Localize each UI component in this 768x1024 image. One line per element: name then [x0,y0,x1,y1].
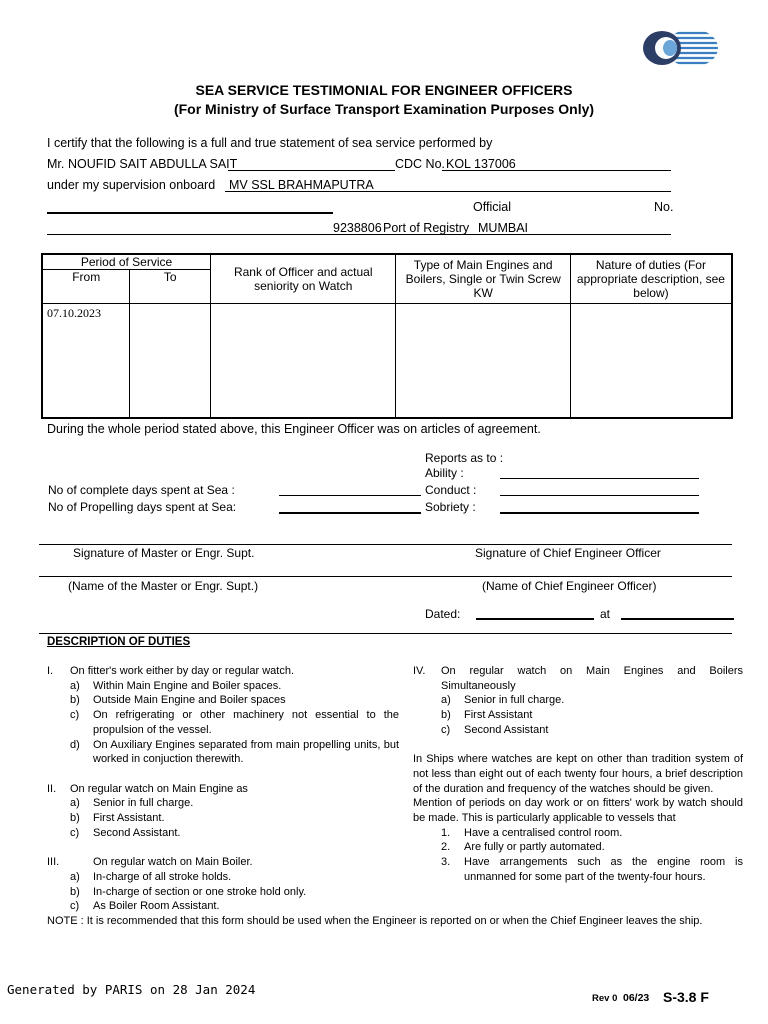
watch-paragraph: In Ships where watches are kept on other than tradition system of not less than eight out of each twenty four hours, a brief description of the duration and frequency of the watches should be given. [413,753,743,795]
list-text: As Boiler Room Assistant. [93,900,220,913]
list-text: Second Assistant. [93,826,181,839]
at-label: at [600,607,611,621]
list-marker: b) [441,709,451,722]
service-table [41,253,733,419]
cdc-label: CDC No. [395,157,446,171]
ability-line [500,478,699,479]
list-text: Second Assistant [464,723,549,736]
sobriety-line [500,512,699,514]
conduct-line [500,495,699,496]
reports-label: Reports as to : [425,451,504,465]
list-item [47,811,399,826]
list-item [413,840,743,855]
list-text: Senior in full charge. [464,694,565,707]
conduct-label: Conduct : [425,483,477,497]
list-marker: b) [70,812,80,825]
periods-paragraph: Mention of periods on day work or on fitters' work by watch should be made. This is particularly applicable to vessels that [413,797,743,825]
list-marker: 2. [441,841,451,854]
list-item [413,693,743,708]
form-subtitle: (For Ministry of Surface Transport Examination Purposes Only) [173,101,595,117]
name-underline [228,170,395,171]
list-item [47,826,399,841]
section-3-list [47,870,399,914]
list-item [47,708,399,737]
name-prefix: Mr. [47,157,65,171]
automation-list [413,826,743,885]
list-item [413,826,743,841]
list-item [413,708,743,723]
official-label: Official [473,200,511,214]
list-item [47,796,399,811]
section-3: III. On regular watch on Main Boiler. [47,856,253,869]
list-text: First Assistant. [93,812,165,825]
list-text: Senior in full charge. [93,797,194,810]
list-text: On refrigerating or other machinery not essential to the propulsion of the vessel. [93,709,399,736]
name-line [39,576,732,577]
certify-text: I certify that the following is a full and true statement of sea service performed by [47,136,493,150]
list-marker: b) [70,885,80,898]
list-marker: a) [70,870,80,883]
generated-stamp: Generated by PARIS on 28 Jan 2024 [7,982,256,997]
duties-header: Nature of duties (For appropriate description, see below) [570,254,732,304]
to-header: To [130,270,211,304]
period-header: Period of Service [42,254,211,270]
from-header: From [42,270,130,304]
engine-header: Type of Main Engines and Boilers, Single or Twin Screw KW [396,254,570,304]
section-1: I. On fitter's work either by day or regular watch. [47,665,295,677]
list-marker: a) [70,797,80,810]
list-marker: c) [441,723,451,736]
port-label: Port of Registry [383,221,470,235]
list-text: In-charge of section or one stroke hold only. [93,885,307,898]
official-number: 9238806 [333,221,382,235]
list-marker: c) [70,826,80,839]
list-text: Have arrangements such as the engine room is unmanned for some part of the twenty-four hours. [464,856,743,883]
list-marker: a) [441,694,451,707]
propelling-label: No of Propelling days spent at Sea: [48,500,237,514]
sea-days-line [279,495,421,496]
no-label: No. [654,200,674,214]
list-text: Within Main Engine and Boiler spaces. [93,679,282,692]
supervision-label: under my supervision onboard [47,178,216,192]
list-marker: c) [70,900,80,913]
chief-name-label: (Name of Chief Engineer Officer) [482,579,657,593]
form-code: S-3.8 F [663,989,709,1005]
master-signature-label: Signature of Master or Engr. Supt. [73,546,255,560]
from-value: 07.10.2023 [42,304,130,418]
rev-label: Rev 0 [592,993,618,1004]
section-4: IV. On regular watch on Main Engines and Boilers Simultaneously [413,665,743,692]
sobriety-label: Sobriety : [425,500,476,514]
section-1-list [47,679,399,767]
master-name-label: (Name of the Master or Engr. Supt.) [68,579,259,593]
list-item [413,855,743,884]
list-marker: d) [70,738,80,751]
list-marker: a) [70,679,80,692]
vessel-name: MV SSL BRAHMAPUTRA [229,178,374,192]
duties-heading: DESCRIPTION OF DUTIES [47,636,191,648]
list-item [47,885,399,900]
duties-cell [570,304,732,418]
list-text: Are fully or partly automated. [464,841,605,854]
list-text: Have a centralised control room. [464,826,623,839]
note-text: NOTE : It is recommended that this form should be used when the Engineer is reported on or when the Chief Engineer leaves the ship. [47,915,703,927]
port-value: MUMBAI [478,221,528,235]
rank-cell [211,304,396,418]
ability-label: Ability : [425,466,464,480]
list-item [413,723,743,738]
list-item [47,870,399,885]
list-marker: 1. [441,826,451,839]
engine-cell [396,304,570,418]
list-item [47,679,399,694]
propelling-line [279,512,421,514]
duties-left-column [47,664,399,914]
list-marker: c) [70,709,80,722]
list-text: On Auxiliary Engines separated from main propelling units, but worked in conjuction therewith. [93,738,399,766]
cdc-value: KOL 137006 [446,157,516,171]
chief-signature-label: Signature of Chief Engineer Officer [475,546,661,560]
duties-right-column [413,664,743,885]
list-text: First Assistant [464,709,533,722]
officer-name: NOUFID SAIT ABDULLA SAIT [68,157,238,171]
at-line [621,618,734,620]
list-text: Outside Main Engine and Boiler spaces [93,694,286,707]
list-marker: 3. [441,856,451,869]
blank-underline [47,212,333,214]
rank-header: Rank of Officer and actual seniority on Watch [211,254,396,304]
company-logo [640,27,720,69]
rev-date: 06/23 [623,992,650,1004]
dated-label: Dated: [425,607,461,621]
list-text: In-charge of all stroke holds. [93,870,232,883]
list-item [47,693,399,708]
signature-line [39,544,732,545]
section-divider [39,633,732,634]
list-item [47,738,399,767]
section-2-list [47,796,399,840]
form-title: SEA SERVICE TESTIMONIAL FOR ENGINEER OFFICERS [195,82,573,98]
list-item [47,899,399,914]
list-marker: b) [70,694,80,707]
section-4-list [413,693,743,737]
sea-days-label: No of complete days spent at Sea : [48,483,235,497]
section-2: II. On regular watch on Main Engine as [47,782,248,795]
articles-text: During the whole period stated above, this Engineer Officer was on articles of agreement. [47,422,541,436]
dated-line [476,618,594,620]
to-cell [130,304,211,418]
